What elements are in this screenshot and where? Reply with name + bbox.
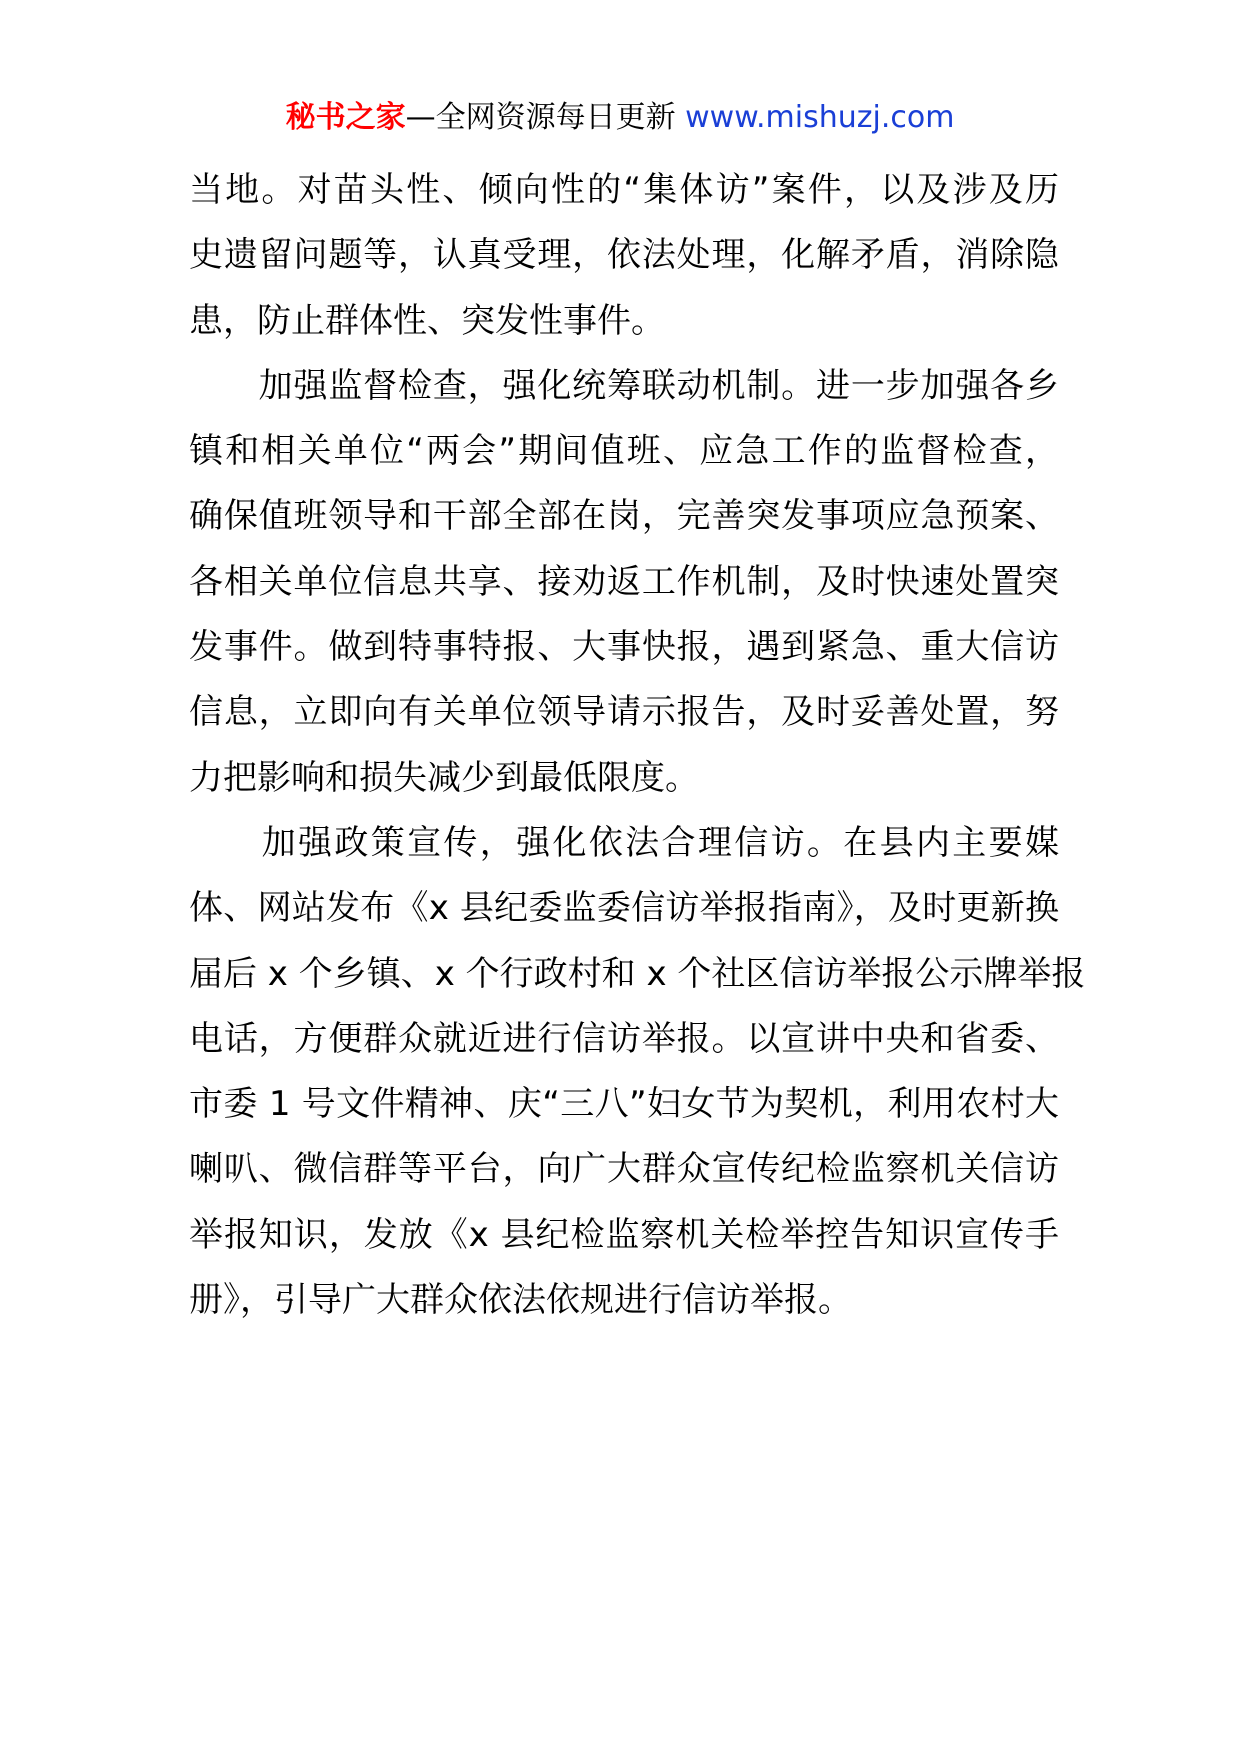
header-url-link[interactable]: www.mishuzj.com [685, 100, 955, 135]
text-line: 电话，方便群众就近进行信访举报。以宣讲中央和省委、 [189, 1018, 1059, 1059]
text-line: 加强政策宣传，强化依法合理信访。在县内主要媒 [189, 822, 1059, 863]
text-line: 市委 1 号文件精神、庆“三八”妇女节为契机，利用农村大 [189, 1084, 1059, 1125]
text-line: 史遗留问题等，认真受理，依法处理，化解矛盾，消除隐 [189, 235, 1059, 276]
text-line: 各相关单位信息共享、接劝返工作机制，及时快速处置突 [189, 561, 1059, 602]
text-line: 举报知识，发放《x 县纪检监察机关检举控告知识宣传手 [189, 1214, 1059, 1255]
text-line: 患，防止群体性、突发性事件。 [189, 300, 665, 341]
document-body [189, 158, 1086, 1333]
page-header [0, 98, 1240, 138]
text-line: 册》，引导广大群众依法依规进行信访举报。 [189, 1280, 852, 1321]
brand-name: 秘书之家 [285, 100, 406, 135]
text-line: 体、网站发布《x 县纪委监委信访举报指南》，及时更新换 [189, 888, 1059, 929]
text-line: 确保值班领导和干部全部在岗，完善突发事项应急预案、 [189, 496, 1059, 537]
text-line: 发事件。做到特事特报、大事快报，遇到紧急、重大信访 [189, 627, 1059, 668]
text-line: 信息，立即向有关单位领导请示报告，及时妥善处置，努 [189, 692, 1059, 733]
text-line: 加强监督检查，强化统筹联动机制。进一步加强各乡 [189, 365, 1059, 406]
text-line: 当地。对苗头性、倾向性的“集体访”案件，以及涉及历 [189, 170, 1059, 210]
header-tagline: —全网资源每日更新 [405, 100, 676, 135]
text-line: 喇叭、微信群等平台，向广大群众宣传纪检监察机关信访 [189, 1149, 1059, 1190]
text-line: 届后 x 个乡镇、x 个行政村和 x 个社区信访举报公示牌举报 [189, 953, 1086, 994]
text-line: 镇和相关单位“两会”期间值班、应急工作的监督检查， [189, 431, 1059, 472]
text-line: 力把影响和损失减少到最低限度。 [189, 757, 699, 798]
